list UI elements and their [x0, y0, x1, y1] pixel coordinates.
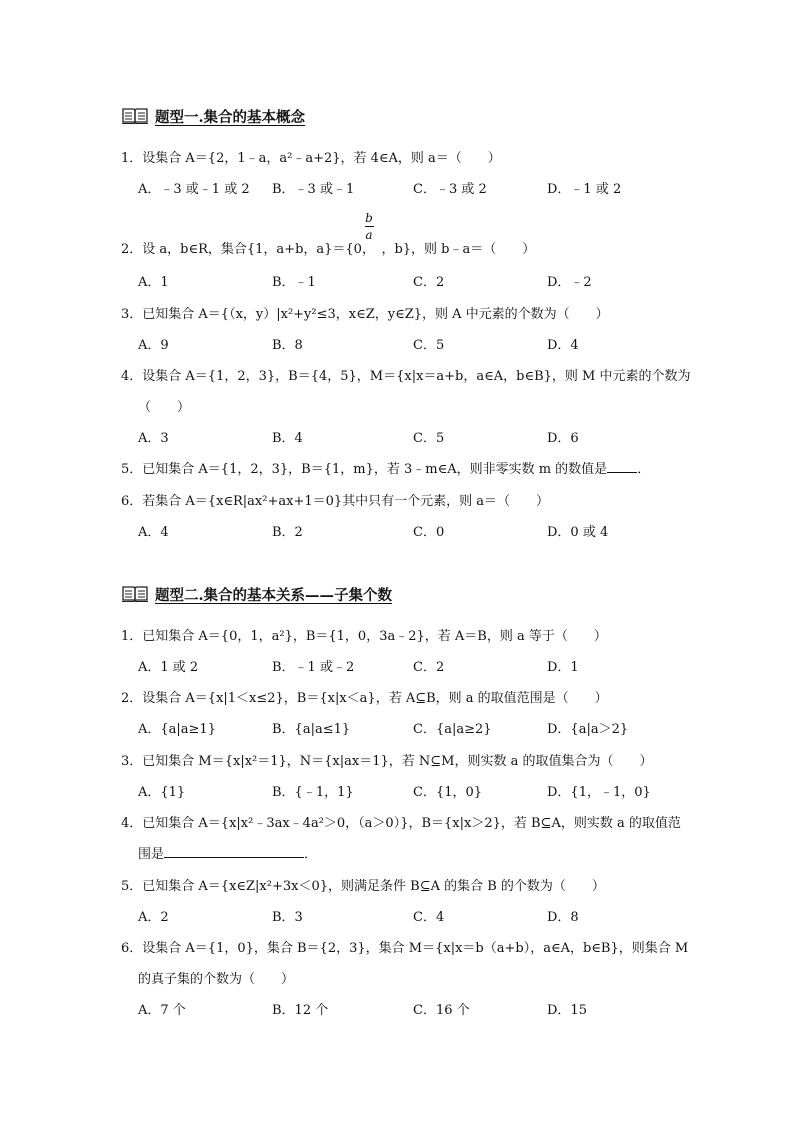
question-text: 4．已知集合 A＝{x|x²﹣3ax﹣4a²＞0，（a＞0）}，B＝{x|x＞2}，若 B⊆A，则实数 a 的取值范 [121, 816, 681, 831]
option-d: D．{1，﹣1，0} [547, 785, 651, 800]
option-b: B．3 [272, 910, 303, 925]
question-text: 2．设集合 A＝{x|1＜x≤2}，B＝{x|x＜a}，若 A⊆B，则 a 的取值范围是（ ） [121, 691, 608, 706]
question-text: 6．设集合 A＝{1，0}，集合 B＝{2，3}，集合 M＝{x|x＝b（a+b），a∈A，b∈B}，则集合 M [121, 941, 689, 956]
option-b: B．﹣1 [272, 275, 316, 290]
answer-blank [164, 846, 304, 858]
fill-in-line [138, 843, 317, 862]
fraction-denominator: a [365, 228, 373, 242]
option-a: A．1 或 2 [138, 660, 199, 675]
option-c: C．{a|a≥2} [413, 722, 492, 737]
option-c: C．5 [413, 431, 445, 446]
option-b: B．{a|a≤1} [272, 722, 351, 737]
question-text-end: ． [637, 462, 651, 477]
option-d: D．{a|a＞2} [547, 722, 629, 737]
option-c: C．{1，0} [413, 785, 483, 800]
option-b: B．8 [272, 338, 303, 353]
option-a: A．3 [138, 431, 169, 446]
question-text-line2: （ ） [138, 400, 191, 415]
option-b: B．﹣1 或﹣2 [272, 660, 355, 675]
question-text: 4．设集合 A＝{1，2，3}，B＝{4，5}，M＝{x|x＝a+b，a∈A，b∈B}，则 M 中元素的个数为 [121, 369, 691, 384]
option-c: C．0 [413, 525, 445, 540]
question-text-end: ． [304, 847, 318, 862]
answer-blank [607, 461, 637, 473]
question-text: 1．已知集合 A＝{0，1，a²}，B＝{1，0，3a﹣2}，若 A＝B，则 a 等于（ ） [121, 629, 607, 644]
option-d: D．6 [547, 431, 579, 446]
option-a: A．{1} [138, 785, 186, 800]
question-text: 3．已知集合 M＝{x|x²＝1}，N＝{x|ax＝1}，若 N⊆M，则实数 a 的取值集合为（ ） [121, 754, 653, 769]
option-c: C．﹣3 或 2 [413, 182, 487, 197]
option-c: C．2 [413, 275, 445, 290]
option-c: C．16 个 [413, 1003, 470, 1018]
option-d: D．15 [547, 1003, 587, 1018]
option-b: B．12 个 [272, 1003, 329, 1018]
option-a: A．9 [138, 338, 169, 353]
question-text: 2．设 a，b∈R，集合{1，a+b，a}＝{0， ，b}，则 b﹣a＝（ ） [121, 242, 536, 257]
option-a: A．7 个 [138, 1003, 186, 1018]
book-icon [121, 584, 149, 604]
section-title: 题型二.集合的基本关系——子集个数 [155, 587, 393, 604]
question-text-line2: 的真子集的个数为（ ） [138, 972, 295, 987]
option-d: D．4 [547, 338, 579, 353]
question-text: 5．已知集合 A＝{x∈Z|x²+3x＜0}，则满足条件 B⊆A 的集合 B 的个数为（ ） [121, 879, 605, 894]
option-d: D．﹣2 [547, 275, 592, 290]
option-c: C．5 [413, 338, 445, 353]
option-c: C．4 [413, 910, 445, 925]
question-text: 3．已知集合 A＝{（x，y）|x²+y²≤3，x∈Z，y∈Z}，则 A 中元素的个数为（ ） [121, 307, 609, 322]
option-a: A．4 [138, 525, 169, 540]
option-d: D．1 [547, 660, 579, 675]
option-a: A．{a|a≥1} [138, 722, 216, 737]
option-d: D．0 或 4 [547, 525, 609, 540]
book-icon [121, 106, 149, 126]
question-text-line2: 围是 [138, 847, 165, 862]
question-text: 5．已知集合 A＝{1，2，3}，B＝{1，m}，若 3﹣m∈A，则非零实数 m 的数值是 [121, 462, 608, 477]
section-title: 题型一.集合的基本概念 [155, 109, 306, 126]
question-text: 1．设集合 A＝{2，1﹣a，a²﹣a+2}，若 4∈A，则 a＝（ ） [121, 151, 501, 166]
option-c: C．2 [413, 660, 445, 675]
question-text: 6．若集合 A＝{x∈R|ax²+ax+1＝0}其中只有一个元素，则 a＝（ ） [121, 494, 550, 509]
option-d: D．﹣1 或 2 [547, 182, 622, 197]
option-b: B．4 [272, 431, 303, 446]
fill-in-question [121, 458, 650, 477]
option-a: A．﹣3 或﹣1 或 2 [138, 182, 250, 197]
option-b: B．2 [272, 525, 303, 540]
option-b: B．﹣3 或﹣1 [272, 182, 355, 197]
option-a: A．1 [138, 275, 169, 290]
fraction-numerator: b [365, 211, 373, 225]
option-a: A．2 [138, 910, 169, 925]
option-b: B．{﹣1，1} [272, 785, 354, 800]
option-d: D．8 [547, 910, 579, 925]
